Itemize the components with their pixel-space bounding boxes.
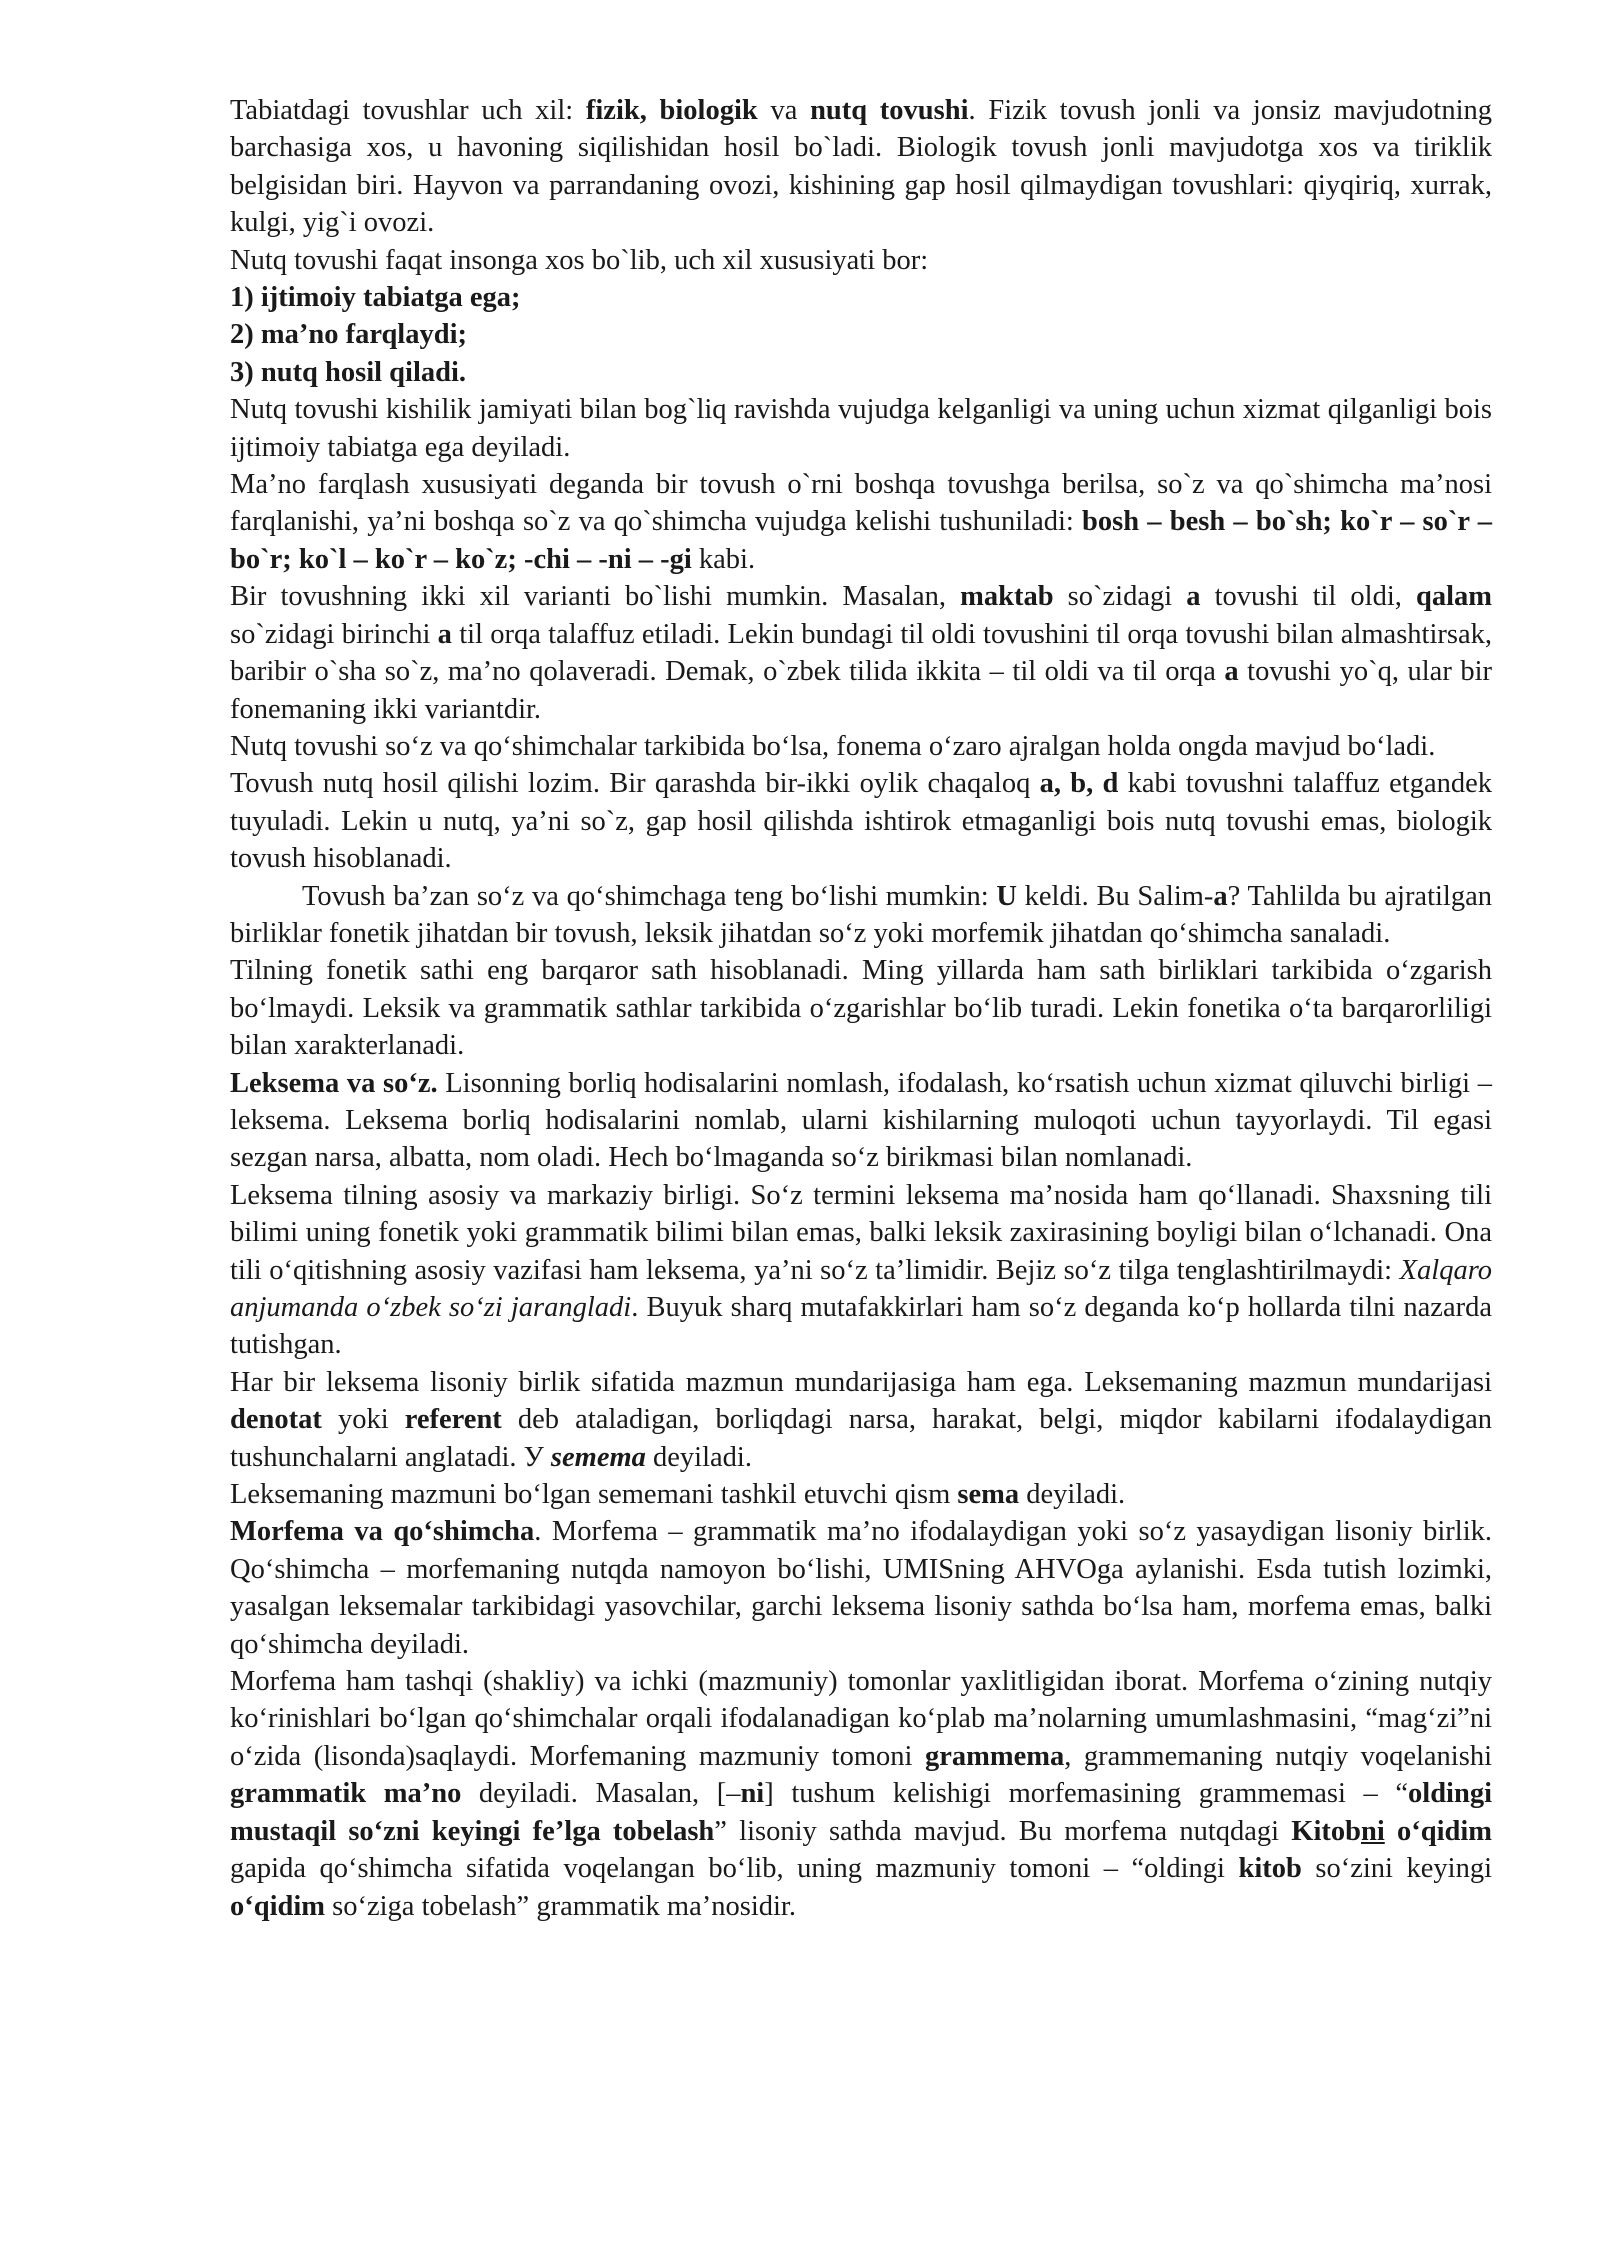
- bold-term: bosh – besh – bo`sh; ko`r – so`r – bo`r; ko`l – ko`r – ko`z; -chi – -ni – -gi: [230, 506, 1492, 575]
- bold-term: 2) ma’no farqlaydi;: [230, 319, 467, 351]
- bold-term: fizik, biologik: [585, 95, 758, 126]
- bold-term: denotat: [230, 1404, 322, 1436]
- text-run: keldi. Bu Salim-: [1016, 880, 1214, 912]
- bold-term: Kitob: [1291, 1815, 1361, 1847]
- text-run: so‘zini keyingi: [1301, 1853, 1492, 1885]
- text-run: so‘ziga tobelash” grammatik ma’nosidir.: [325, 1890, 796, 1922]
- text-run: kabi tovushni talaffuz etgandek tuyuladi. Lekin u nutq, ya’ni so`z, gap hosil qilishda ishtirok etmaganligi bois nutq tovushi emas, biologik tovush hisoblanadi.: [230, 768, 1493, 875]
- text-run: Leksemaning mazmuni bo‘lgan sememani tashkil etuvchi qism: [230, 1479, 958, 1511]
- bold-term: o‘qidim: [1384, 1815, 1492, 1847]
- text-run: Tabiatdagi tovushlar uch xil:: [230, 95, 586, 126]
- para-mazmun: [230, 1364, 1492, 1476]
- text-run: ] tushum kelishigi morfemasining grammemasi – “: [764, 1778, 1409, 1810]
- text-run: til orqa talaffuz etiladi. Lekin bundagi til oldi tovushini til orqa tovushi bilan almashtirsak, baribir o`sha so`z, ma’no qolaveradi. Demak, o`zbek tilida ikkita – til oldi va til orqa: [230, 618, 1492, 688]
- text-run: , grammemaning nutqiy voqelanishi: [1064, 1740, 1492, 1772]
- bold-term: oldingi mustaqil so‘zni keyingi fe’lga tobelash: [230, 1778, 1492, 1847]
- italic-example: Xalqaro anjumanda o‘zbek so‘zi jarangladi: [230, 1254, 1492, 1323]
- bold-term: ni: [740, 1778, 765, 1810]
- list-item-2: [230, 316, 1492, 353]
- text-run: deyiladi.: [645, 1441, 752, 1473]
- bold-term: maktab: [960, 581, 1054, 613]
- bold-term: sema: [957, 1479, 1020, 1511]
- text-run: Lisonning borliq hodisalarini nomlash, ifodalash, ko‘rsatish uchun xizmat qiluvchi birligi – leksema. Leksema borliq hodisalarini nomlab, ularni kishilarning muloqoti uchun tayyorlaydi. Til egasi sezgan narsa, albatta, nom oladi. Hech bo‘lmaganda so‘z birikmasi bilan nomlanadi.: [230, 1067, 1492, 1174]
- list-item-3: [230, 354, 1492, 391]
- bold-term: nutq tovushi: [810, 95, 969, 126]
- para-leksema-soz: [230, 1065, 1492, 1177]
- para-nutq-tovushi-xususiyat: [230, 242, 1492, 279]
- bold-term: a, b, d: [1039, 768, 1119, 800]
- bold-term: U: [996, 880, 1017, 912]
- bold-term: ni: [1360, 1815, 1385, 1847]
- para-nutq-hosil: [230, 765, 1492, 877]
- text-run: tovushi yo`q, ular bir fonemaning ikki variantdir.: [230, 656, 1492, 725]
- text-run: . Fizik tovush jonli va jonsiz mavjudotning barchasiga xos, u havoning siqilishidan hosil bo`ladi. Biologik tovush jonli mavjudotga xos va tiriklik belgisidan biri. Hayvon va parrandaning ovozi, kishining gap hosil qilmaydigan tovushlari: qiyqiriq, xurrak, kulgi, yig`i ovozi.: [230, 95, 1492, 239]
- para-mano-farqlash: [230, 466, 1492, 578]
- text-run: deyiladi. Masalan, [–: [461, 1778, 741, 1810]
- text-run: so`zidagi birinchi: [230, 618, 438, 650]
- bold-term: grammatik ma’no: [230, 1778, 462, 1810]
- bold-term: Morfema va qo‘shimcha: [230, 1516, 535, 1548]
- bold-term: 1) ijtimoiy tabiatga ega;: [230, 282, 521, 314]
- bold-term: o‘qidim: [230, 1890, 326, 1922]
- text-run: gapida qo‘shimcha sifatida voqelangan bo‘lib, uning mazmuniy tomoni – “oldingi: [230, 1853, 1239, 1885]
- para-ijtimoiy-tabiat: [230, 391, 1492, 466]
- para-fonetik-sath: [230, 952, 1492, 1064]
- bold-term: kitob: [1238, 1853, 1302, 1885]
- text-run: so`zidagi: [1053, 581, 1187, 613]
- text-run: Nutq tovushi so‘z va qo‘shimchalar tarkibida bo‘lsa, fonema o‘zaro ajralgan holda ongda mavjud bo‘ladi.: [230, 730, 1436, 762]
- bold-term: a: [1213, 880, 1228, 912]
- text-run: Bir tovushning ikki xil varianti bo`lishi mumkin. Masalan,: [230, 581, 961, 613]
- text-run: deb ataladigan, borliqdagi narsa, harakat, belgi, miqdor kabilarni ifodalaydigan tushunchalarni anglatadi. У: [230, 1404, 1492, 1473]
- bold-term: a: [437, 618, 452, 650]
- text-run: va: [757, 95, 811, 126]
- text-run: Tovush nutq hosil qilishi lozim. Bir qarashda bir-ikki oylik chaqaloq: [230, 768, 1040, 800]
- bold-term: referent: [404, 1404, 502, 1436]
- text-run: ? Tahlilda bu ajratilgan birliklar fonetik jihatdan bir tovush, leksik jihatdan so‘z yoki morfemik jihatdan qo‘shimcha sanaladi.: [230, 880, 1492, 949]
- para-sema: [230, 1476, 1492, 1513]
- para-variantlar: [230, 578, 1492, 728]
- para-morfema: [230, 1513, 1492, 1663]
- text-run: Morfema ham tashqi (shakliy) va ichki (mazmuniy) tomonlar yaxlitligidan iborat. Morfema o‘zining nutqiy ko‘rinishlari bo‘lgan qo‘shimchalar orqali ifodalanadigan ko‘plab ma’nolarning umumlashmasini, “mag‘zi”ni o‘zida (lisonda)saqlaydi. Morfemaning mazmuniy tomoni: [230, 1666, 1492, 1772]
- list-item-1: [230, 279, 1492, 316]
- text-run: yoki: [321, 1404, 405, 1436]
- para-leksema-birlik: [230, 1177, 1492, 1364]
- para-tovush-turlari: [230, 92, 1492, 242]
- text-run: deyiladi.: [1019, 1479, 1126, 1511]
- text-run: Leksema tilning asosiy va markaziy birligi. So‘z termini leksema ma’nosida ham qo‘llanadi. Shaxsning tili bilimi uning fonetik yoki grammatik bilimi bilan emas, balki leksik zaxirasining boyligi bilan o‘lchanadi. Ona tili o‘qitishning asosiy vazifasi ham leksema, ya’ni so‘z ta’limidir. Bejiz so‘z tilga tenglashtirilmaydi:: [230, 1179, 1492, 1286]
- text-run: . Morfema – grammatik ma’no ifodalaydigan yoki so‘z yasaydigan lisoniy birlik. Qo‘shimcha – morfemaning nutqda namoyon bo‘lishi, UMISning AHVOga aylanishi. Esda tutish lozimki, yasalgan leksemalar tarkibidagi yasovchilar, garchi leksema lisoniy sathda bo‘lsa ham, morfema emas, balki qo‘shimcha deyiladi.: [230, 1516, 1492, 1660]
- text-run: Tovush ba’zan so‘z va qo‘shimchaga teng bo‘lishi mumkin:: [302, 880, 997, 912]
- bold-term: grammema: [924, 1740, 1065, 1772]
- text-run: tovushi til oldi,: [1200, 581, 1416, 613]
- text-run: . Buyuk sharq mutafakkirlari ham so‘z deganda ko‘p hollarda tilni nazarda tutishgan.: [230, 1292, 1492, 1361]
- bold-term: 3) nutq hosil qiladi.: [230, 356, 467, 388]
- text-run: Nutq tovushi kishilik jamiyati bilan bog`liq ravishda vujudga kelganligi va uning uchun xizmat qilganligi bois ijtimoiy tabiatga ega deyiladi.: [230, 394, 1492, 463]
- text-run: Ma’no farqlash xususiyati deganda bir tovush o`rni boshqa tovushga berilsa, so`z va qo`shimcha ma’nosi farqlanishi, ya’ni boshqa so`z va qo`shimcha vujudga kelishi tushuniladi:: [230, 469, 1492, 538]
- text-run: Har bir leksema lisoniy birlik sifatida mazmun mundarijasiga ham ega. Leksemaning mazmun mundarijasi: [230, 1366, 1492, 1398]
- para-fonema: [230, 728, 1492, 765]
- text-run: Nutq tovushi faqat insonga xos bo`lib, uch xil xususiyati bor:: [230, 244, 929, 276]
- text-run: Tilning fonetik sathi eng barqaror sath hisoblanadi. Ming yillarda ham sath birliklari tarkibida o‘zgarish bo‘lmaydi. Leksik va grammatik sathlar tarkibida o‘zgarishlar bo‘lib turadi. Lekin fonetika o‘ta barqarorliligi bilan xarakterlanadi.: [230, 955, 1492, 1062]
- para-grammema: [230, 1663, 1492, 1925]
- bold-term: semema: [550, 1441, 646, 1473]
- bold-term: Leksema va so‘z.: [230, 1067, 438, 1099]
- bold-term: qalam: [1415, 581, 1492, 613]
- document-body: [230, 92, 1492, 1925]
- text-run: ” lisoniy sathda mavjud. Bu morfema nutqdagi: [714, 1815, 1292, 1847]
- text-run: kabi.: [691, 543, 756, 575]
- bold-term: a: [1224, 656, 1239, 688]
- bold-term: a: [1186, 581, 1201, 613]
- para-tovush-soz: [230, 878, 1492, 953]
